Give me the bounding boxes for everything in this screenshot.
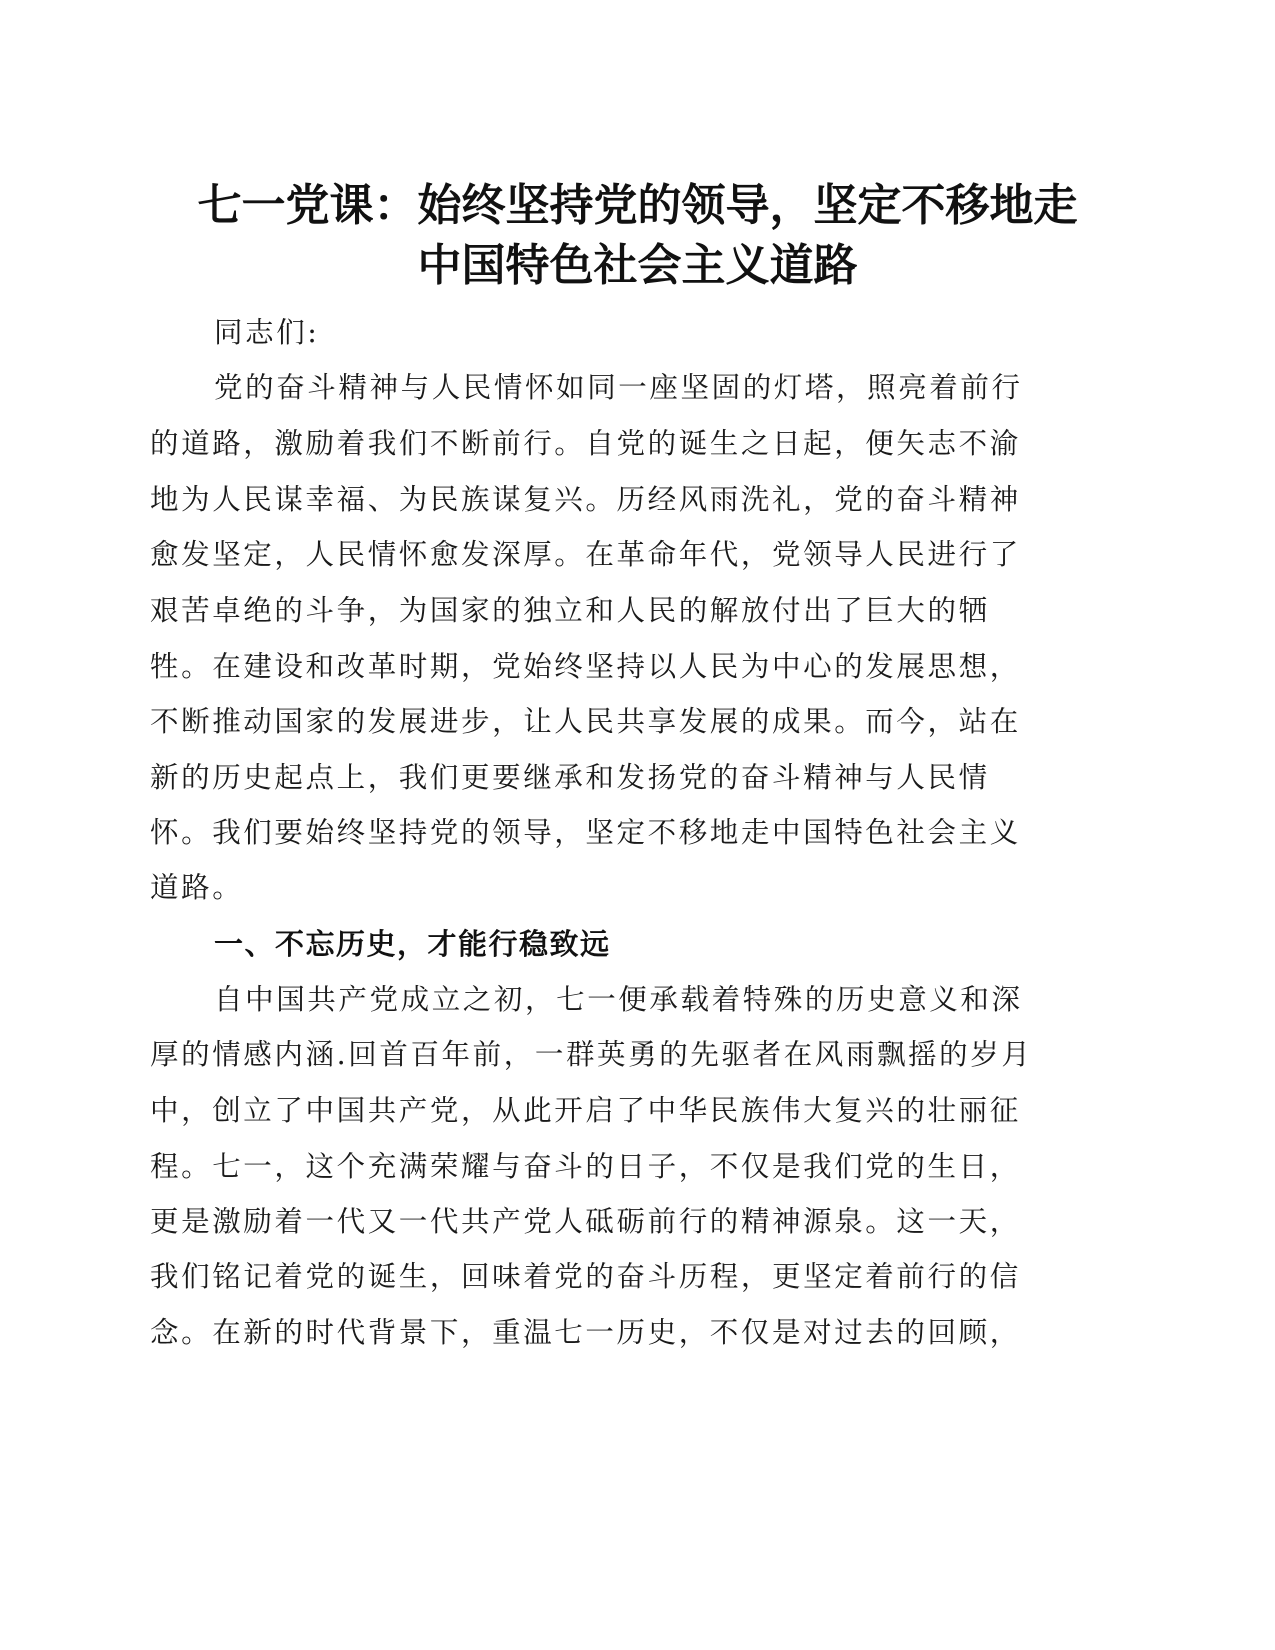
- paragraph-1-line: 怀。我们要始终坚持党的领导，坚定不移地走中国特色社会主义: [150, 816, 1021, 849]
- paragraph-2-line: 中，创立了中国共产党，从此开启了中华民族伟大复兴的壮丽征: [150, 1094, 1021, 1127]
- document-title-line-1: 七一党课：始终坚持党的领导，坚定不移地走: [197, 180, 1078, 231]
- salutation: 同志们:: [214, 316, 320, 349]
- paragraph-1-line: 新的历史起点上，我们更要继承和发扬党的奋斗精神与人民情: [150, 761, 990, 794]
- paragraph-2-line: 自中国共产党成立之初，七一便承载着特殊的历史意义和深: [214, 983, 1023, 1016]
- paragraph-2-line: 厚的情感内涵.回首百年前，一群英勇的先驱者在风雨飘摇的岁月: [150, 1038, 1033, 1071]
- paragraph-2-line: 程。七一，这个充满荣耀与奋斗的日子，不仅是我们党的生日，: [150, 1150, 1021, 1183]
- paragraph-1-line: 的道路，激励着我们不断前行。自党的诞生之日起，便矢志不渝: [150, 427, 1021, 460]
- paragraph-1-line: 牲。在建设和改革时期，党始终坚持以人民为中心的发展思想，: [150, 650, 1021, 683]
- paragraph-1-line: 艰苦卓绝的斗争，为国家的独立和人民的解放付出了巨大的牺: [150, 594, 990, 627]
- paragraph-1-line: 党的奋斗精神与人民情怀如同一座坚固的灯塔，照亮着前行: [214, 371, 1023, 404]
- paragraph-1-line: 道路。: [150, 871, 244, 904]
- paragraph-1-line: 地为人民谋幸福、为民族谋复兴。历经风雨洗礼，党的奋斗精神: [150, 483, 1021, 516]
- document-title-line-2: 中国特色社会主义道路: [417, 240, 858, 291]
- paragraph-2-line: 更是激励着一代又一代共产党人砥砺前行的精神源泉。这一天，: [150, 1205, 1021, 1238]
- paragraph-1-line: 不断推动国家的发展进步，让人民共享发展的成果。而今，站在: [150, 705, 1021, 738]
- paragraph-2-line: 我们铭记着党的诞生，回味着党的奋斗历程，更坚定着前行的信: [150, 1260, 1021, 1293]
- section-1-heading: 一、不忘历史，才能行稳致远: [214, 927, 611, 961]
- paragraph-2-line: 念。在新的时代背景下，重温七一历史，不仅是对过去的回顾，: [150, 1316, 1021, 1349]
- paragraph-1-line: 愈发坚定，人民情怀愈发深厚。在革命年代，党领导人民进行了: [150, 538, 1021, 571]
